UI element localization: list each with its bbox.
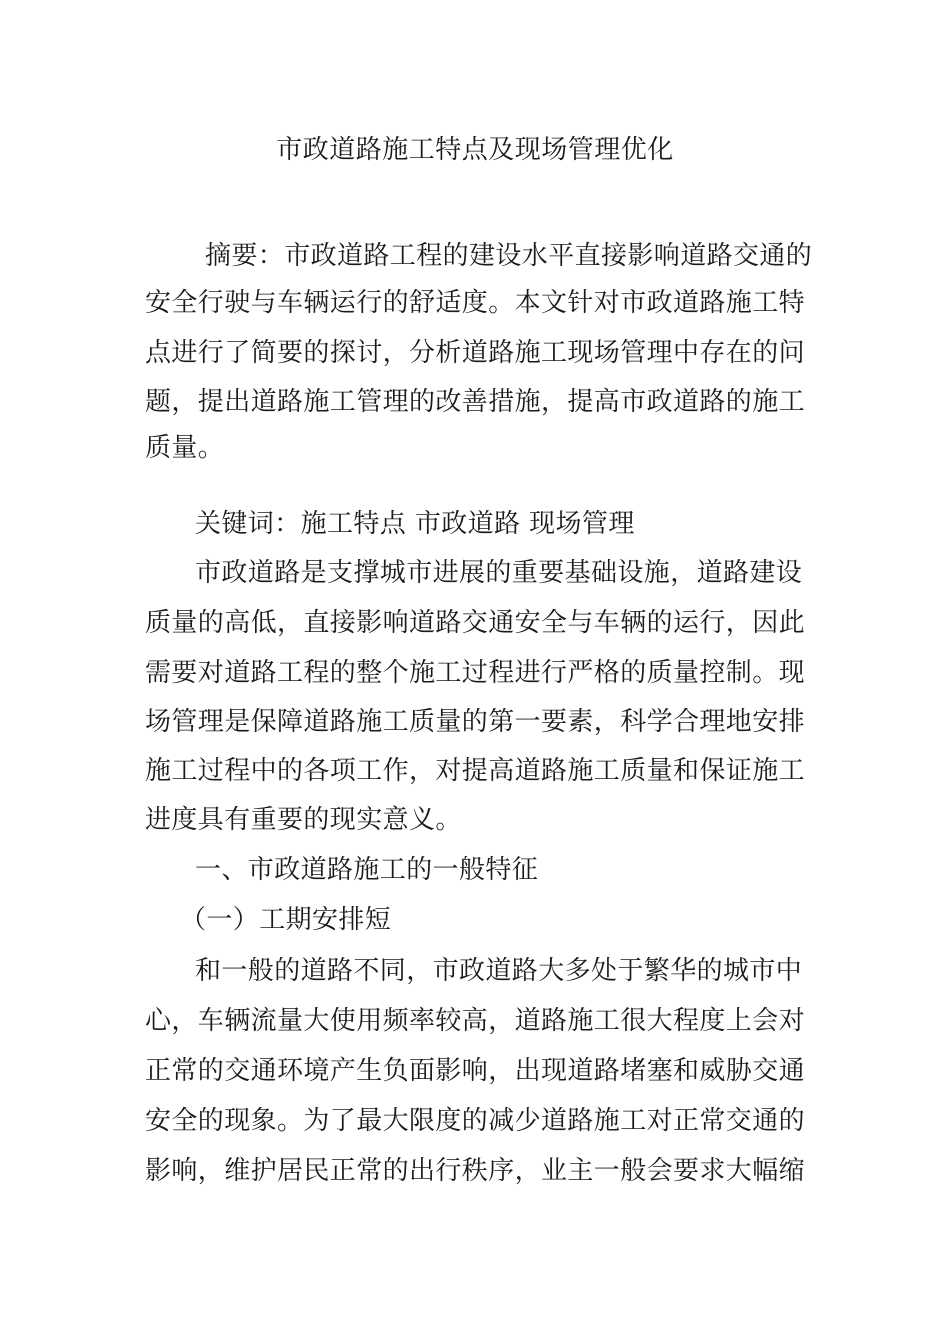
paragraph-line: 安全的现象。为了最大限度的减少道路施工对正常交通的: [145, 1106, 806, 1136]
abstract-line: 点进行了简要的探讨，分析道路施工现场管理中存在的问: [145, 338, 806, 368]
abstract-line: 摘要：市政道路工程的建设水平直接影响道路交通的: [205, 241, 813, 271]
paragraph-line: 和一般的道路不同，市政道路大多处于繁华的城市中: [195, 956, 803, 986]
paragraph-line: 市政道路是支撑城市进展的重要基础设施，道路建设: [195, 558, 803, 588]
paragraph-line: 施工过程中的各项工作，对提高道路施工质量和保证施工: [145, 756, 806, 786]
paragraph-line: 正常的交通环境产生负面影响，出现道路堵塞和威胁交通: [145, 1056, 806, 1086]
paragraph-line: 质量的高低，直接影响道路交通安全与车辆的运行，因此: [145, 608, 806, 638]
paragraph-line: 进度具有重要的现实意义。: [145, 805, 462, 835]
keywords-line: 关键词：施工特点 市政道路 现场管理: [195, 509, 635, 539]
paragraph-line: 需要对道路工程的整个施工过程进行严格的质量控制。现: [145, 658, 806, 688]
paragraph-line: 影响，维护居民正常的出行秩序，业主一般会要求大幅缩: [145, 1156, 806, 1186]
abstract-line: 质量。: [145, 433, 225, 463]
abstract-line: 安全行驶与车辆运行的舒适度。本文针对市政道路施工特: [145, 288, 806, 318]
subsection-heading: （一）工期安排短: [180, 905, 392, 935]
paragraph-line: 心，车辆流量大使用频率较高，道路施工很大程度上会对: [145, 1006, 806, 1036]
abstract-line: 题，提出道路施工管理的改善措施，提高市政道路的施工: [145, 387, 806, 417]
section-heading: 一、市政道路施工的一般特征: [195, 855, 539, 885]
document-title: 市政道路施工特点及现场管理优化: [276, 135, 674, 165]
paragraph-line: 场管理是保障道路施工质量的第一要素，科学合理地安排: [145, 707, 806, 737]
